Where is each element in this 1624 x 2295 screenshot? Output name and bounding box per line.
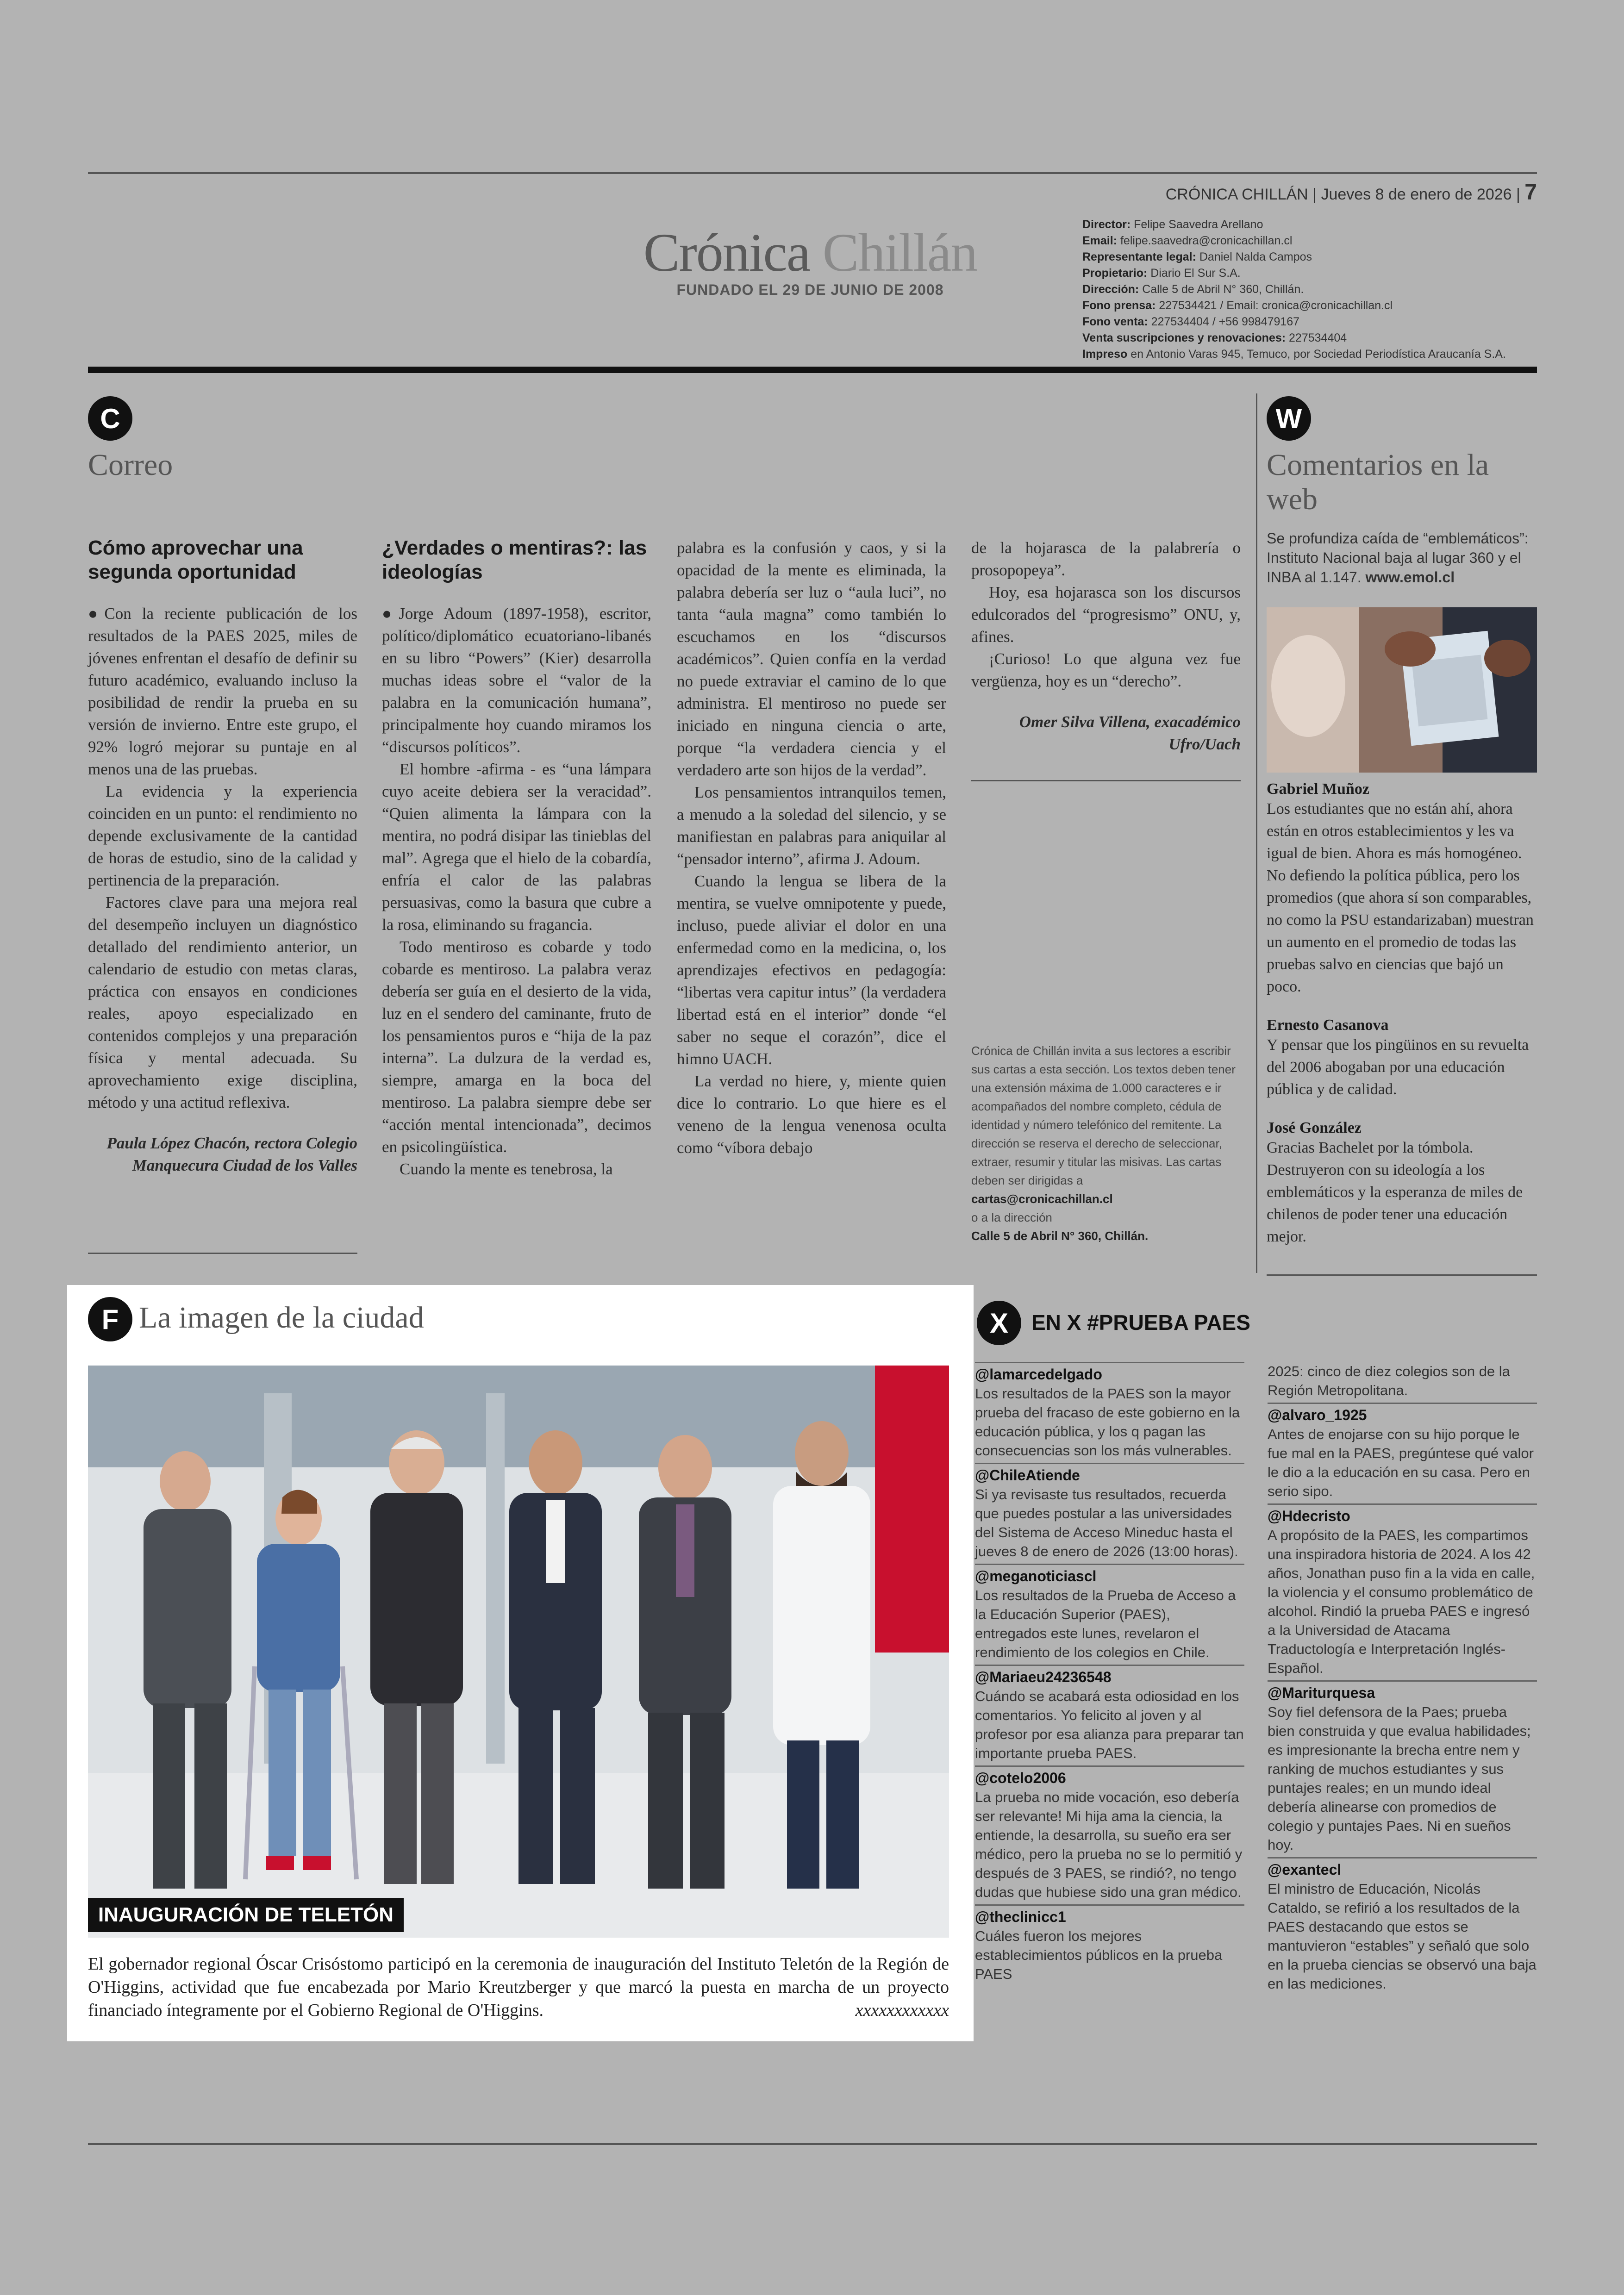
x-text: El ministro de Educación, Nicolás Cataldo, se refirió a los resultados de la PAES destacando que estos se mantuvieron “estables” y señaló que solo en la prueba ciencias se observó una baja en las mediciones. bbox=[1268, 1881, 1537, 1992]
letter-1-title: Cómo aprovechar una segunda oportunidad bbox=[88, 536, 303, 583]
founded-line: FUNDADO EL 29 DE JUNIO DE 2008 bbox=[676, 281, 944, 298]
staff-line: Propietario: Diario El Sur S.A. bbox=[1082, 267, 1241, 280]
web-badge: W bbox=[1267, 396, 1311, 441]
letter-1 bbox=[88, 536, 357, 1177]
staff-line: Director: Felipe Saavedra Arellano bbox=[1082, 218, 1263, 231]
web-end-rule bbox=[1267, 1274, 1537, 1276]
photo-tag: INAUGURACIÓN DE TELETÓN bbox=[88, 1898, 404, 1932]
bottom-rule bbox=[88, 2143, 1537, 2145]
letter-2-paragraph: Hoy, esa hojarasca son los discursos edulcorados del “progresismo” ONU, y, afines. bbox=[971, 583, 1241, 646]
staff-box bbox=[1082, 217, 1545, 362]
letter-2-paragraph: Cuando la mente es tenebrosa, la bbox=[400, 1160, 613, 1178]
info-email: cartas@cronicachillan.cl bbox=[971, 1192, 1113, 1206]
x-posts-col-1 bbox=[975, 1362, 1244, 1986]
letter-1-paragraph: ●Con la reciente publicación de los resultados de la PAES 2025, miles de jóvenes enfrentan el desafío de definir su futuro académico, evaluando incluso la posibilidad de rendir la prueba en su versión de invierno. Entre este grupo, el 92% logró mejorar su puntaje en al menos una de las pruebas. bbox=[88, 605, 357, 778]
masthead-logo bbox=[556, 221, 1065, 284]
letter-2-paragraph: de la hojarasca de la palabrería o prosopopeya”. bbox=[971, 539, 1241, 579]
web-comments bbox=[1267, 780, 1537, 1248]
x-handle: @Hdecristo bbox=[1268, 1508, 1350, 1524]
letter-2-paragraph: ¡Curioso! Lo que alguna vez fue vergüenza, hoy es un “derecho”. bbox=[971, 650, 1241, 690]
teleton-photo-svg bbox=[88, 1366, 949, 1938]
x-title: EN X #PRUEBA PAES bbox=[1031, 1310, 1250, 1335]
staff-line: Impreso en Antonio Varas 945, Temuco, por Sociedad Periodística Araucanía S.A. bbox=[1082, 348, 1506, 361]
x-post bbox=[1268, 1403, 1537, 1501]
info-to: o a la dirección bbox=[971, 1210, 1052, 1224]
staff-line: Fono prensa: 227534421 / Email: cronica@cronicachillan.cl bbox=[1082, 299, 1393, 312]
page-number: 7 bbox=[1524, 180, 1537, 205]
x-post bbox=[975, 1362, 1244, 1460]
x-text: Antes de enojarse con su hijo porque le fue mal en la PAES, pregúntese qué valor le dio a la educación en su casa. Pero en serio sipo. bbox=[1268, 1426, 1534, 1499]
x-text: Si ya revisaste tus resultados, recuerda que puedes postular a las universidades del Sistema de Acceso Mineduc hasta el jueves 8 de enero de 2026 (13:00 horas). bbox=[975, 1486, 1238, 1559]
correo-badge: C bbox=[88, 396, 132, 441]
staff-line: Dirección: Calle 5 de Abril N° 360, Chillán. bbox=[1082, 283, 1304, 296]
comment-author: Gabriel Muñoz bbox=[1267, 780, 1369, 798]
letter-2-paragraph: Los pensamientos intranquilos temen, a menudo a la soledad del silencio, y se manifiestan en palabras para aniquilar al “pensador interno”, afirma J. Adoum. bbox=[677, 783, 946, 868]
person-3 bbox=[370, 1430, 463, 1884]
x-handle: @Mariaeu24236548 bbox=[975, 1669, 1112, 1685]
x-handle: @lamarcedelgado bbox=[975, 1366, 1102, 1383]
letter-2-signature: Omer Silva Villena, exacadémico Ufro/Uach bbox=[1019, 713, 1241, 753]
x-handle: @exantecl bbox=[1268, 1861, 1342, 1878]
correo-title: Correo bbox=[88, 448, 173, 482]
x-post bbox=[1268, 1503, 1537, 1678]
x-text: Los resultados de la PAES son la mayor prueba del fracaso de este gobierno en la educación pública, y los q pagan las consecuencias son los más vulnerables. bbox=[975, 1385, 1240, 1459]
x-text: Soy fiel defensora de la Paes; prueba bien construida y que evalua habilidades; es impresionante la brecha entre nem y ranking de muchos estudiantes y sus puntajes reales; en un mundo ideal debería alinearse con promedios de colegio y puntajes Paes. Ni en sueños hoy. bbox=[1268, 1704, 1531, 1853]
image-title: La imagen de la ciudad bbox=[139, 1301, 424, 1335]
x-continued-text: 2025: cinco de diez colegios son de la Región Metropolitana. bbox=[1268, 1363, 1510, 1398]
x-post bbox=[975, 1463, 1244, 1561]
x-handle: @theclinicc1 bbox=[975, 1908, 1066, 1925]
staff-line: Representante legal: Daniel Nalda Campos bbox=[1082, 250, 1312, 263]
paper-name: CRÓNICA CHILLÁN bbox=[1165, 186, 1308, 203]
x-post bbox=[975, 1564, 1244, 1662]
letter-2-paragraph: ●Jorge Adoum (1897-1958), escritor, político/diplomático ecuatoriano-libanés en su libro “Powers” (Kier) desarrolla muchas ideas sobre el “valor de la palabra en la comunicación humana”, principalmente hoy cuando miramos los “discursos políticos”. bbox=[382, 605, 651, 756]
x-handle: @ChileAtiende bbox=[975, 1467, 1080, 1484]
info-text: Crónica de Chillán invita a sus lectores a escribir sus cartas a esta sección. Los textos deben tener una extensión máxima de 1.000 caracteres e ir acompañados del nombre completo, cédula de identidad y número telefónico del remitente. La dirección se reserva el derecho de seleccionar, extraer, resumir y titular las misivas. Las cartas deben ser dirigidas a bbox=[971, 1044, 1236, 1187]
letter-2-end-rule bbox=[971, 780, 1241, 781]
x-text: Cuándo se acabará esta odiosidad en los comentarios. Yo felicito al joven y al profesor por esa alianza para preparar tan importante prueba PAES. bbox=[975, 1688, 1244, 1761]
letter-2-paragraph: La verdad no hiere, y, miente quien dice lo contrario. Lo que hiere es el veneno de la lengua venenosa oculta como “víbora debajo bbox=[677, 1072, 946, 1157]
comment-author: Ernesto Casanova bbox=[1267, 1017, 1389, 1034]
x-post bbox=[975, 1765, 1244, 1902]
image-badge: F bbox=[88, 1297, 132, 1341]
letter-2-col-b bbox=[677, 537, 946, 1159]
logo-word-1: Crónica bbox=[643, 222, 810, 283]
x-post bbox=[975, 1665, 1244, 1763]
teleton-photo bbox=[88, 1366, 949, 1938]
staff-line: Fono venta: 227534404 / +56 998479167 bbox=[1082, 315, 1300, 328]
x-handle: @cotelo2006 bbox=[975, 1770, 1066, 1786]
x-posts-col-2 bbox=[1268, 1362, 1537, 1996]
web-lead bbox=[1267, 529, 1530, 587]
letter-2-paragraph: El hombre -afirma - es “una lámpara cuyo aceite debiera ser la veracidad”. “Quien alimenta la lámpara con la mentira, no podrá disipar las tinieblas del mal”. Agrega que el hielo de la cobardía, enfría el calor de las palabras persuasivas, como la basura que cubre a la rosa, eliminando su fragancia. bbox=[382, 760, 651, 934]
comment-text: Los estudiantes que no están ahí, ahora están en otros establecimientos y les va igual de bien. Ahora es más homogéneo. No defiendo la política pública, pero los promedios (que ahora sí son comparables, no como la PSU estandarizaban) muestran un aumento en el promedio de todas las pruebas salvo en ciencias que bajó un poco. bbox=[1267, 800, 1534, 995]
x-text: A propósito de la PAES, les compartimos una inspiradora historia de 2024. A los 42 años, Jonathan puso fin a la vida en calle, la violencia y el consumo problemático de alcohol. Rindió la prueba PAES e ingresó a la Universidad de Atacama Traductología e Interpretación Inglés-Español. bbox=[1268, 1527, 1535, 1676]
web-photo-svg bbox=[1267, 607, 1537, 773]
column-divider bbox=[1256, 393, 1257, 1273]
web-title: Comentarios en la web bbox=[1267, 448, 1489, 516]
photo-caption bbox=[88, 1952, 949, 2022]
comment-author: José González bbox=[1267, 1119, 1362, 1136]
issue-date: Jueves 8 de enero de 2026 bbox=[1321, 186, 1512, 203]
letter-2-title: ¿Verdades o mentiras?: las ideologías bbox=[382, 536, 647, 583]
comment-text: Gracias Bachelet por la tómbola. Destruyeron con su ideología a los emblemáticos y la esperanza de miles de chilenos de poder tener una educación mejor. bbox=[1267, 1139, 1523, 1245]
x-post bbox=[1268, 1857, 1537, 1993]
x-post bbox=[975, 1904, 1244, 1983]
letter-2-col-a bbox=[382, 536, 651, 1180]
page-header: CRÓNICA CHILLÁN | Jueves 8 de enero de 2026 | 7 bbox=[1165, 180, 1537, 205]
x-text: Los resultados de la Prueba de Acceso a la Educación Superior (PAES), entregados este lunes, revelaron el rendimiento de los colegios en Chile. bbox=[975, 1587, 1236, 1660]
letter-2-col-c bbox=[971, 537, 1241, 755]
comment-text: Y pensar que los pingüinos en su revuelta del 2006 abogaban por una educación pública y de calidad. bbox=[1267, 1036, 1529, 1098]
letter-2-paragraph: palabra es la confusión y caos, y si la opacidad de la mente es eliminada, la palabra debería ser luz o “aula luci”, no tanta “aula magna” como también lo escuchamos en los “discursos académicos”. Quien confía en la verdad no puede extraviar el camino de lo que administra. El mentiroso no puede ser iniciado en ninguna ciencia o arte, porque “la verdadera ciencia y el verdadero arte son hijos de la verdad”. bbox=[677, 539, 946, 779]
letters-info-box bbox=[971, 1041, 1241, 1245]
letter-1-end-rule bbox=[88, 1253, 357, 1254]
x-text: Cuáles fueron los mejores establecimientos públicos en la prueba PAES bbox=[975, 1928, 1223, 1982]
letter-1-signature: Paula López Chacón, rectora Colegio Manquecura Ciudad de los Valles bbox=[106, 1134, 357, 1174]
web-source: www.emol.cl bbox=[1365, 569, 1455, 586]
letter-2-paragraph: Cuando la lengua se libera de la mentira, se vuelve omnipotente y puede, incluso, puede aliviar el dolor en una enfermedad como en la medicina, o, los aprendizajes efectivos en pedagogía: “libertas vera capitur intus” (la verdadera libertad está en el interior” donde “el saber no seque el corazón”, dice el himno UACH. bbox=[677, 872, 946, 1068]
x-handle: @alvaro_1925 bbox=[1268, 1407, 1367, 1423]
letter-1-paragraph: La evidencia y la experiencia coinciden en un punto: el rendimiento no depende exclusivamente de la cantidad de horas de estudio, sino de la calidad y pertinencia de la preparación. bbox=[88, 782, 357, 889]
letter-1-paragraph: Factores clave para una mejora real del desempeño incluyen un diagnóstico detallado del rendimiento anterior, un calendario de estudio con metas claras, práctica con ensayos en condiciones reales, apoyo especializado en contenidos complejos y una preparación física y mental adecuada. Su aprovechamiento exige disciplina, método y una actitud reflexiva. bbox=[88, 893, 357, 1111]
x-text: La prueba no mide vocación, eso debería ser relevante! Mi hija ama la ciencia, la entiende, la desarrolla, su sueño era ser médico, pero la prueba no se lo permitió y después de 3 PAES, se rindió?, no tengo dudas que hubiese sido una gran médico. bbox=[975, 1789, 1243, 1900]
x-handle: @Mariturquesa bbox=[1268, 1684, 1375, 1701]
x-badge: X bbox=[977, 1301, 1021, 1345]
web-lead-text: Se profundiza caída de “emblemáticos”: Instituto Nacional baja al lugar 360 y el INBA al 1.147. bbox=[1267, 530, 1529, 586]
x-handle: @meganoticiascl bbox=[975, 1568, 1097, 1584]
caption-text: El gobernador regional Óscar Crisóstomo participó en la ceremonia de inauguración del Instituto Teletón de la Región de O'Higgins, actividad que fue encabezada por Mario Kreutzberger y que marcó la puesta en marcha de un proyecto financiado íntegramente por el Gobierno Regional de O'Higgins. bbox=[88, 1954, 949, 2020]
staff-line: Venta suscripciones y renovaciones: 227534404 bbox=[1082, 331, 1347, 344]
masthead-rule bbox=[88, 367, 1537, 373]
letter-2-paragraph: Todo mentiroso es cobarde y todo cobarde es mentiroso. La palabra veraz debería ser guía en el desierto de la vida, luz en el sendero del caminante, fruto de los pensamientos puros e “hija de la paz interna”. La dulzura de la verdad es, siempre, amarga en la boca del mentiroso. La palabra siempre debe ser “acción mental intencionada”, decimos en psicolingüística. bbox=[382, 938, 651, 1156]
staff-line: Email: felipe.saavedra@cronicachillan.cl bbox=[1082, 234, 1293, 247]
photo-credit: xxxxxxxxxxxx bbox=[855, 2001, 949, 2020]
x-post bbox=[1268, 1680, 1537, 1854]
logo-word-2: Chillán bbox=[822, 222, 977, 283]
top-rule bbox=[88, 172, 1537, 174]
web-photo bbox=[1267, 607, 1537, 773]
info-address: Calle 5 de Abril N° 360, Chillán. bbox=[971, 1229, 1149, 1243]
